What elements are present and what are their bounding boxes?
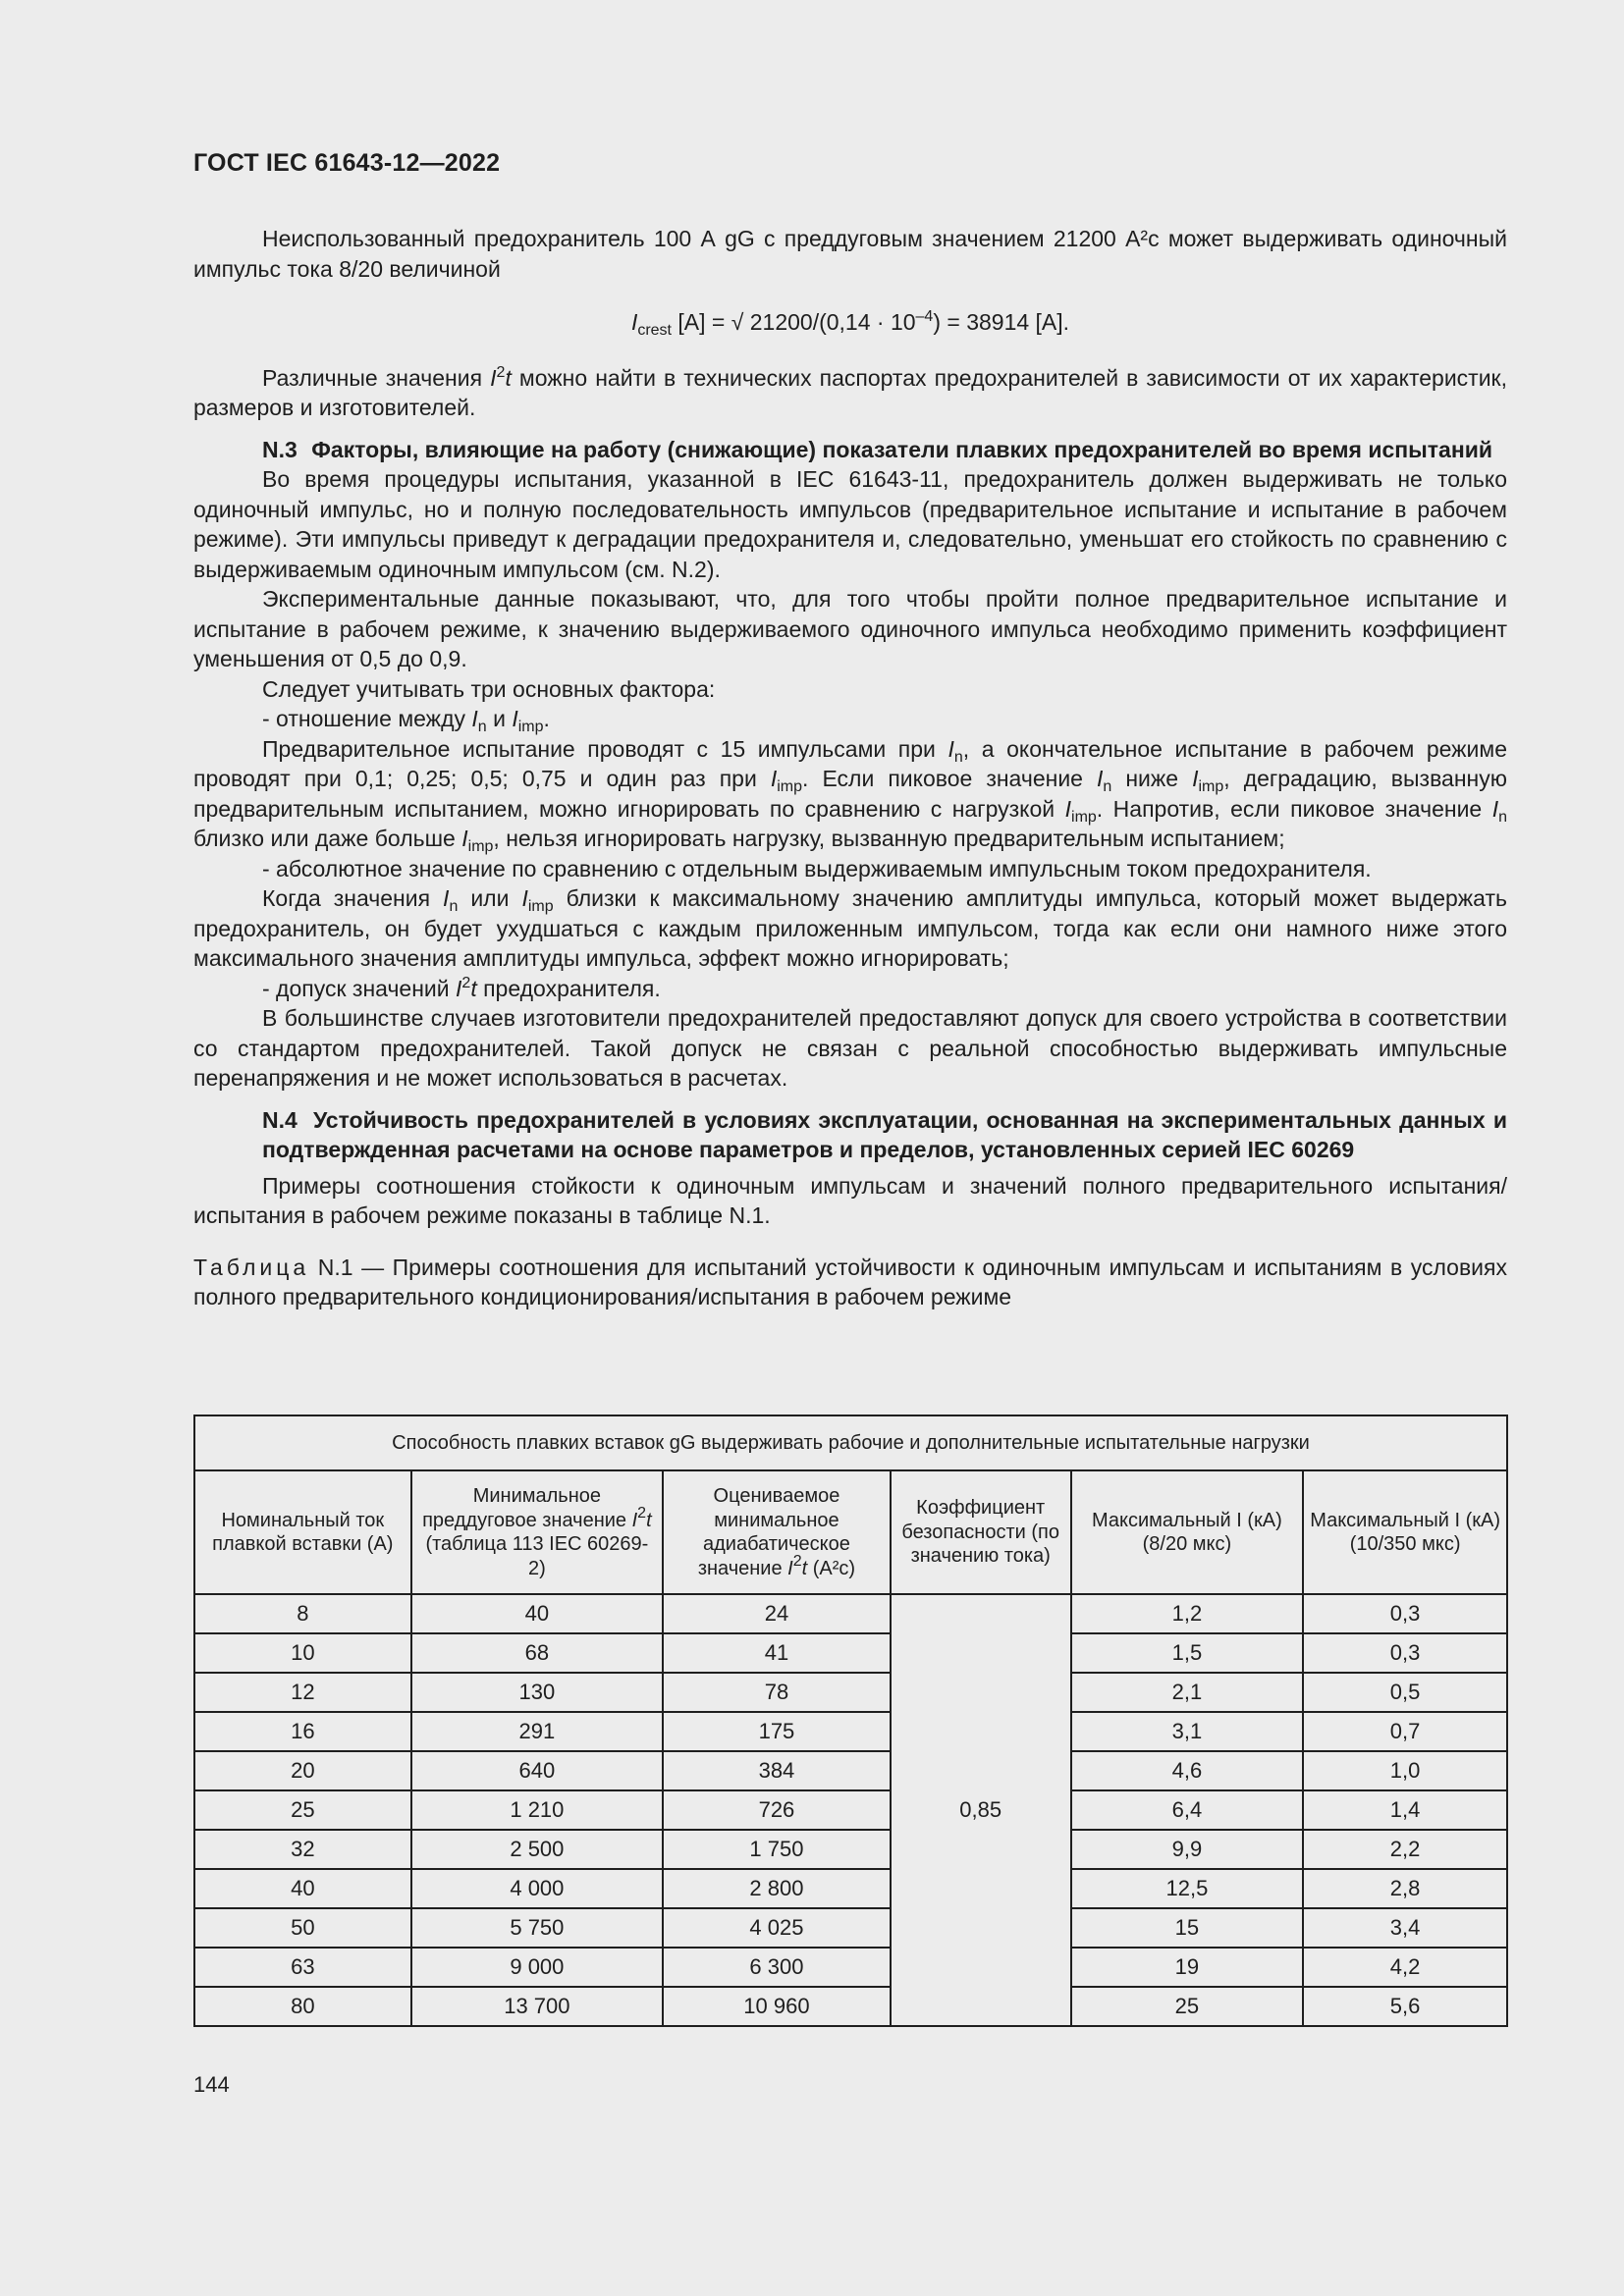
cell-max-8-20: 1,5 <box>1071 1633 1304 1673</box>
cell-max-8-20: 19 <box>1071 1948 1304 1987</box>
cell-min-prearcing: 4 000 <box>411 1869 663 1908</box>
cell-max-10-350: 4,2 <box>1303 1948 1507 1987</box>
cell-max-10-350: 2,8 <box>1303 1869 1507 1908</box>
paragraph-three-factors: Следует учитывать три основных фактора: <box>262 675 716 702</box>
table-caption-cell: Способность плавких вставок gG выдерживать рабочие и дополнительные испытательные нагрузки <box>194 1415 1507 1470</box>
cell-min-prearcing: 291 <box>411 1712 663 1751</box>
col-header-max-10-350: Максимальный I (кА) (10/350 мкс) <box>1303 1470 1507 1594</box>
cell-max-8-20: 6,4 <box>1071 1790 1304 1830</box>
section-heading-n4: N.4 Устойчивость предохранителей в условиях эксплуатации, основанная на экспериментальных данных и подтвержденная расчетами на основе параметров и пределов, установленных серией IEC 60269 <box>262 1106 1507 1162</box>
cell-min-prearcing: 5 750 <box>411 1908 663 1948</box>
cell-max-10-350: 0,3 <box>1303 1633 1507 1673</box>
cell-max-10-350: 3,4 <box>1303 1908 1507 1948</box>
cell-max-10-350: 0,3 <box>1303 1594 1507 1633</box>
paragraph-manufacturers: В большинстве случаев изготовители предохранителей предоставляют допуск для своего устройства в соответствии со стандартом предохранителей. Такой допуск не связан с реальной способностью выдерживать импульсные перенапряжения и не может использоваться в расчетах. <box>193 1005 1507 1091</box>
main-text <box>193 224 1507 1312</box>
cell-rated-current: 16 <box>194 1712 411 1751</box>
cell-adiabatic: 6 300 <box>663 1948 891 1987</box>
cell-max-8-20: 15 <box>1071 1908 1304 1948</box>
table-row <box>194 1712 1507 1751</box>
col-header-safety-factor: Коэффициент безопасности (по значению тока) <box>891 1470 1071 1594</box>
formula-icrest: $I_{crest}$ [А] = √ $21200/(0,14 \cdot 10^{-4}) = 38914$ [А]. <box>630 308 1070 339</box>
cell-adiabatic: 24 <box>663 1594 891 1633</box>
cell-rated-current: 8 <box>194 1594 411 1633</box>
cell-min-prearcing: 640 <box>411 1751 663 1790</box>
cell-rated-current: 40 <box>194 1869 411 1908</box>
section-heading-n3: N.3 Факторы, влияющие на работу (снижающие) показатели плавких предохранителей во время испытаний <box>262 436 1493 462</box>
cell-max-8-20: 4,6 <box>1071 1751 1304 1790</box>
col-header-adiabatic: Оцениваемое минимальное адиабатическое значение $I^2t$ (А²с) <box>663 1470 891 1594</box>
col-header-rated-current: Номинальный ток плавкой вставки (А) <box>194 1470 411 1594</box>
paragraph-fuse-intro: Неиспользованный предохранитель 100 А gG с преддуговым значением 21200 А²с может выдерживать одиночный импульс тока 8/20 величиной <box>193 226 1507 282</box>
list-item-tolerance: - допуск значений $I^2t$ предохранителя. <box>262 974 661 1001</box>
cell-adiabatic: 384 <box>663 1751 891 1790</box>
list-item-ratio: - отношение между $I_n$ и $I_{imp}$. <box>262 706 550 735</box>
col-header-max-8-20: Максимальный I (кА) (8/20 мкс) <box>1071 1470 1304 1594</box>
cell-max-10-350: 0,5 <box>1303 1673 1507 1712</box>
cell-max-10-350: 1,4 <box>1303 1790 1507 1830</box>
paragraph-test-procedure: Во время процедуры испытания, указанной в IEC 61643-11, предохранитель должен выдерживать не только одиночный импульс, но и полную последовательность импульсов (предварительное испытание и испытание в рабочем режиме). Эти импульсы приведут к деградации предохранителя и, следовательно, уменьшат его стойкость по сравнению с выдерживаемым одиночным импульсом (см. N.2). <box>193 466 1507 582</box>
fuse-table <box>193 1415 1508 2027</box>
cell-min-prearcing: 2 500 <box>411 1830 663 1869</box>
table-row <box>194 1594 1507 1633</box>
paragraph-examples: Примеры соотношения стойкости к одиночным импульсам и значений полного предварительного испытания/испытания в рабочем режиме показаны в таблице N.1. <box>193 1172 1507 1228</box>
cell-max-10-350: 5,6 <box>1303 1987 1507 2026</box>
paragraph-preconditioning: Предварительное испытание проводят с 15 импульсами при $I_n$, а окончательное испытание в рабочем режиме проводят при 0,1; 0,25; 0,5; 0,75 и один раз при $I_{imp}$. Если пиковое значение $I_n$ ниже $I_{imp}$, деградацию, вызванную предварительным испытанием, можно игнорировать по сравнению с нагрузкой $I_{imp}$. Напротив, если пиковое значение $I_n$ близко или даже больше $I_{imp}$, нельзя игнорировать нагрузку, вызванную предварительным испытанием; <box>193 735 1507 855</box>
cell-min-prearcing: 9 000 <box>411 1948 663 1987</box>
table-row <box>194 1633 1507 1673</box>
page-number: 144 <box>193 2072 230 2097</box>
table-caption: Таблица N.1 — Примеры соотношения для испытаний устойчивости к одиночным импульсам и испытаниям в условиях полного предварительного кондиционирования/испытания в рабочем режиме <box>193 1254 1507 1309</box>
cell-max-8-20: 3,1 <box>1071 1712 1304 1751</box>
cell-adiabatic: 4 025 <box>663 1908 891 1948</box>
table-row <box>194 1908 1507 1948</box>
cell-rated-current: 32 <box>194 1830 411 1869</box>
cell-adiabatic: 175 <box>663 1712 891 1751</box>
cell-safety-factor: 0,85 <box>891 1594 1071 2026</box>
cell-rated-current: 25 <box>194 1790 411 1830</box>
cell-max-8-20: 25 <box>1071 1987 1304 2026</box>
cell-rated-current: 63 <box>194 1948 411 1987</box>
table-row <box>194 1869 1507 1908</box>
cell-adiabatic: 78 <box>663 1673 891 1712</box>
cell-max-8-20: 1,2 <box>1071 1594 1304 1633</box>
cell-max-10-350: 2,2 <box>1303 1830 1507 1869</box>
cell-rated-current: 50 <box>194 1908 411 1948</box>
paragraph-max-amplitude: Когда значения $I_n$ или $I_{imp}$ близки к максимальному значению амплитуды импульса, который может выдержать предохранитель, он будет ухудшаться с каждым приложенным импульсом, тогда как если они намного ниже этого максимального значения амплитуды импульса, эффект можно игнорировать; <box>193 885 1507 971</box>
cell-min-prearcing: 1 210 <box>411 1790 663 1830</box>
table-row <box>194 1751 1507 1790</box>
cell-max-8-20: 9,9 <box>1071 1830 1304 1869</box>
cell-adiabatic: 2 800 <box>663 1869 891 1908</box>
cell-rated-current: 20 <box>194 1751 411 1790</box>
cell-rated-current: 80 <box>194 1987 411 2026</box>
cell-min-prearcing: 68 <box>411 1633 663 1673</box>
cell-max-10-350: 1,0 <box>1303 1751 1507 1790</box>
cell-adiabatic: 726 <box>663 1790 891 1830</box>
cell-min-prearcing: 13 700 <box>411 1987 663 2026</box>
cell-adiabatic: 10 960 <box>663 1987 891 2026</box>
cell-rated-current: 12 <box>194 1673 411 1712</box>
cell-max-10-350: 0,7 <box>1303 1712 1507 1751</box>
list-item-absolute-value: - абсолютное значение по сравнению с отдельным выдерживаемым импульсным током предохранителя. <box>262 855 1372 881</box>
cell-adiabatic: 41 <box>663 1633 891 1673</box>
paragraph-i2t-values: Различные значения $I^2t$ можно найти в технических паспортах предохранителей в зависимости от их характеристик, размеров и изготовителей. <box>193 363 1508 420</box>
cell-rated-current: 10 <box>194 1633 411 1673</box>
table-row <box>194 1790 1507 1830</box>
col-header-min-prearcing: Минимальное преддуговое значение $I^2t$ (таблица 113 IEC 60269-2) <box>411 1470 663 1594</box>
cell-min-prearcing: 40 <box>411 1594 663 1633</box>
table-row <box>194 1948 1507 1987</box>
paragraph-experimental-data: Экспериментальные данные показывают, что, для того чтобы пройти полное предварительное испытание и испытание в рабочем режиме, к значению выдерживаемого одиночного импульса необходимо применить коэффициент уменьшения от 0,5 до 0,9. <box>193 586 1507 671</box>
document-header: ГОСТ IEC 61643-12—2022 <box>193 149 501 177</box>
cell-max-8-20: 12,5 <box>1071 1869 1304 1908</box>
cell-min-prearcing: 130 <box>411 1673 663 1712</box>
table-row <box>194 1830 1507 1869</box>
cell-adiabatic: 1 750 <box>663 1830 891 1869</box>
table-row <box>194 1987 1507 2026</box>
table-row <box>194 1673 1507 1712</box>
cell-max-8-20: 2,1 <box>1071 1673 1304 1712</box>
